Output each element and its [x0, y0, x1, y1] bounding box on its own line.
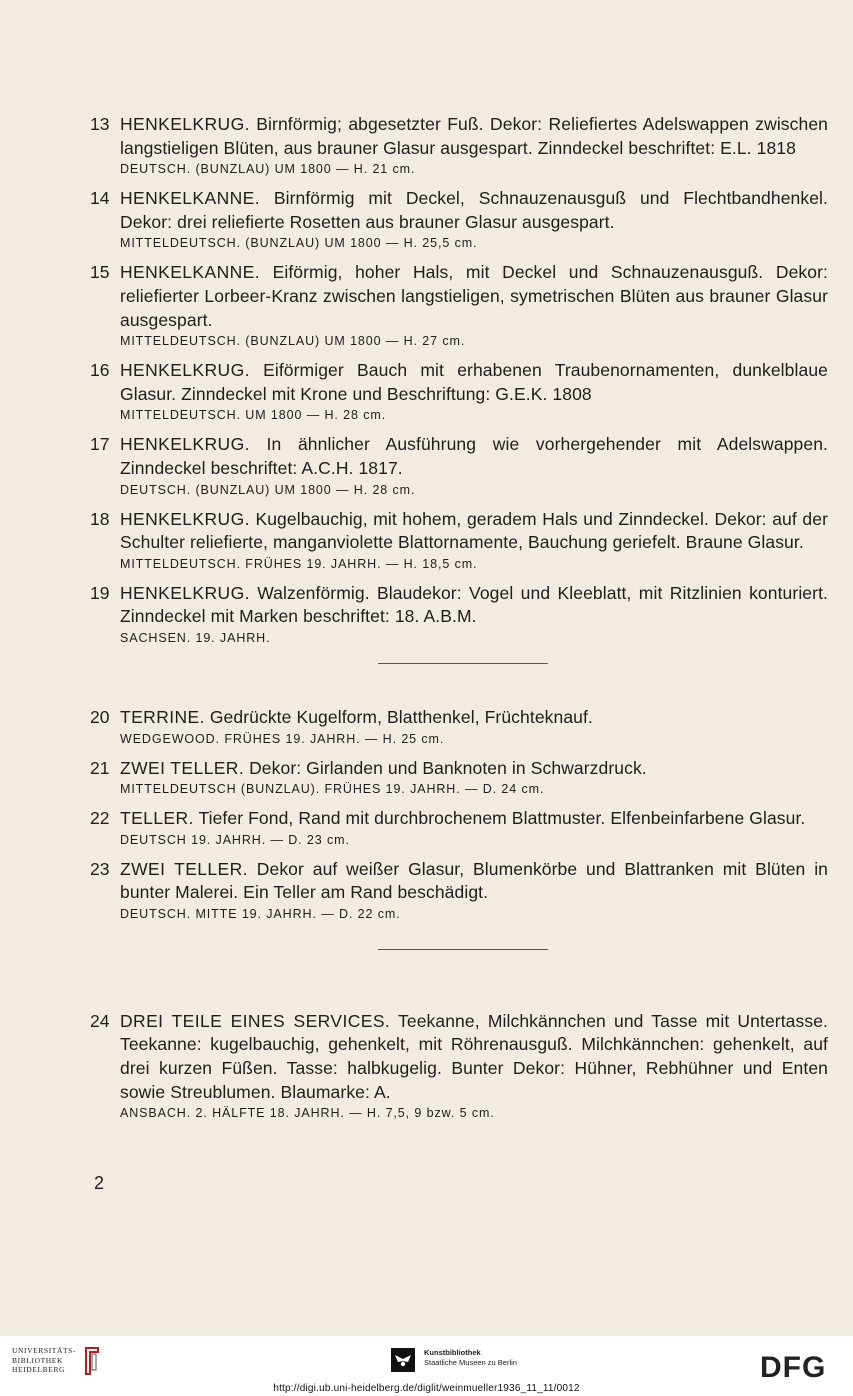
entry-text: Gedrückte Kugelform, Blatthenkel, Früchteknauf. — [209, 706, 593, 727]
entry-text: Eiförmig, hoher Hals, mit Deckel und Schnauzenausguß. Dekor: reliefierter Lorbeer-Kranz zwischen langstieligen, symetrischen Blüten aus brauner Glasur ausgespart. — [120, 262, 828, 330]
entry-text: Eiförmiger Bauch mit erhabenen Traubenornamenten, dunkelblaue Glasur. Zinndeckel mit Krone und Beschriftung: G.E.K. 1808 — [120, 360, 828, 404]
catalog-entry — [90, 261, 828, 350]
entry-title: HENKELKRUG. — [120, 434, 250, 455]
entry-text: In ähnlicher Ausführung wie vorhergehender mit Adelswappen. Zinndeckel beschriftet: A.C.H. 1817. — [120, 434, 828, 478]
entry-number: 19 — [90, 582, 110, 603]
kunstbibliothek-logo[interactable] — [424, 1348, 517, 1368]
entry-origin: ANSBACH. 2. HÄLFTE 18. JAHRH. — H. 7,5, 9 bzw. 5 cm. — [120, 1106, 495, 1121]
section-gap — [90, 664, 828, 706]
page-number: 2 — [94, 1173, 105, 1193]
section-gap — [90, 950, 828, 1010]
entry-origin: DEUTSCH. (BUNZLAU) UM 1800 — H. 28 cm. — [120, 482, 416, 497]
entry-number: 16 — [90, 360, 110, 381]
entry-description — [120, 1010, 828, 1104]
catalog-entry — [90, 757, 828, 799]
university-library-logo[interactable] — [12, 1346, 76, 1375]
entry-text: Dekor auf weißer Glasur, Blumenkörbe und Blattranken mit Blüten in bunter Malerei. Ein Teller am Rand beschädigt. — [120, 858, 829, 903]
catalog-entry — [90, 508, 828, 573]
kunstbibliothek-eagle-icon — [391, 1348, 415, 1372]
entry-origin: DEUTSCH. MITTE 19. JAHRH. — D. 22 cm. — [120, 906, 401, 921]
entry-description — [120, 359, 828, 406]
entry-description — [120, 582, 828, 629]
entry-title: HENKELKRUG. — [120, 508, 250, 529]
entry-origin: MITTELDEUTSCH. (BUNZLAU) UM 1800 — H. 25,5 cm. — [120, 236, 478, 251]
footer-bar — [0, 1336, 853, 1396]
entry-title: TERRINE. — [120, 706, 205, 727]
entry-description — [120, 187, 828, 234]
dfg-logo[interactable] — [760, 1352, 840, 1380]
source-url[interactable]: http://digi.ub.uni-heidelberg.de/diglit/weinmueller1936_11_11/0012 — [273, 1383, 580, 1394]
entry-number: 18 — [90, 508, 110, 529]
entry-description — [120, 113, 828, 160]
entry-number: 24 — [90, 1010, 110, 1031]
entry-description — [120, 757, 828, 781]
entry-title: HENKELKRUG. — [120, 114, 250, 134]
catalog-entry — [90, 706, 828, 748]
entry-title: HENKELKANNE. — [120, 188, 260, 209]
entry-origin: MITTELDEUTSCH. FRÜHES 19. JAHRH. — H. 18,5 cm. — [120, 556, 478, 571]
entry-origin: MITTELDEUTSCH (BUNZLAU). FRÜHES 19. JAHRH. — D. 24 cm. — [120, 782, 545, 797]
entry-description — [120, 858, 828, 905]
entry-number: 20 — [90, 706, 110, 727]
entry-number: 22 — [90, 808, 110, 829]
entry-text: Birnförmig mit Deckel, Schnauzenausguß und Flechtbandhenkel. Dekor: drei reliefierte Rosetten aus brauner Glasur ausgespart. — [120, 188, 828, 232]
catalog-entry — [90, 582, 828, 647]
entry-text: Birnförmig; abgesetzter Fuß. Dekor: Reliefiertes Adelswappen zwischen langstieligen Blüten, aus brauner Glasur ausgespart. Zinndeckel beschriftet: E.L. 1818 — [120, 114, 829, 158]
university-logo-line: UNIVERSITÄTS- — [12, 1346, 77, 1355]
entry-text: Walzenförmig. Blaudekor: Vogel und Kleeblatt, mit Ritzlinien konturiert. Zinndeckel mit Marken beschriftet: 18. A.B.M. — [120, 582, 828, 627]
entry-title: HENKELKRUG. — [120, 360, 250, 381]
catalog-entries — [90, 113, 828, 1131]
university-logo-line: HEIDELBERG — [12, 1365, 66, 1374]
entry-description — [120, 508, 828, 555]
entry-number: 17 — [90, 434, 110, 455]
catalog-entry — [90, 858, 828, 923]
catalog-entry — [90, 187, 828, 252]
entry-description — [120, 433, 828, 480]
entry-origin: MITTELDEUTSCH. (BUNZLAU) UM 1800 — H. 27 cm. — [120, 334, 466, 349]
entry-description — [120, 261, 828, 332]
entry-origin: SACHSEN. 19. JAHRH. — [120, 630, 271, 645]
entry-title: HENKELKRUG. — [120, 582, 250, 603]
entry-origin: WEDGEWOOD. FRÜHES 19. JAHRH. — H. 25 cm. — [120, 731, 445, 746]
entry-number: 13 — [90, 114, 110, 134]
university-logo-line: BIBLIOTHEK — [12, 1355, 63, 1365]
entry-number: 15 — [90, 262, 110, 283]
entry-origin: MITTELDEUTSCH. UM 1800 — H. 28 cm. — [120, 408, 387, 423]
catalog-entry — [90, 1010, 828, 1122]
entry-title: DREI TEILE EINES SERVICES. — [120, 1010, 391, 1031]
entry-title: ZWEI TELLER. — [120, 757, 245, 778]
catalog-entry — [90, 359, 828, 424]
entry-origin: DEUTSCH 19. JAHRH. — D. 23 cm. — [120, 832, 350, 847]
entry-text: Kugelbauchig, mit hohem, geradem Hals und Zinndeckel. Dekor: auf der Schulter reliefierte, manganviolette Blattornamente, Bauchung geriefelt. Braune Glasur. — [120, 508, 829, 553]
entry-number: 21 — [90, 757, 110, 778]
entry-origin: DEUTSCH. (BUNZLAU) UM 1800 — H. 21 cm. — [120, 162, 416, 177]
entry-text: Tiefer Fond, Rand mit durchbrochenem Blattmuster. Elfenbeinfarbene Glasur. — [198, 808, 806, 829]
catalog-entry — [90, 433, 828, 498]
entry-text: Dekor: Girlanden und Banknoten in Schwarzdruck. — [249, 757, 647, 778]
university-crest-icon — [80, 1344, 102, 1378]
entry-number: 14 — [90, 188, 110, 209]
catalog-entry — [90, 113, 828, 178]
dfg-logo-text: DFG — [760, 1352, 827, 1380]
kunstbibliothek-title: Kunstbibliothek — [424, 1348, 481, 1357]
entry-description — [120, 706, 828, 730]
kunstbibliothek-subtitle: Staatliche Museen zu Berlin — [424, 1358, 517, 1367]
entry-title: TELLER. — [120, 808, 194, 829]
catalog-entry — [90, 807, 828, 849]
entry-text: Teekanne, Milchkännchen und Tasse mit Untertasse. Teekanne: kugelbauchig, gehenkelt, mit Röhrenausguß. Milchkännchen: gehenkelt, auf drei kurzen Füßen. Tasse: halbkugelig. Bunter Dekor: Hühner, Rebhühner und Enten sowie Streublumen. Blaumarke: A. — [120, 1010, 828, 1102]
entry-title: HENKELKANNE. — [120, 262, 260, 283]
entry-number: 23 — [90, 858, 110, 879]
entry-title: ZWEI TELLER. — [120, 858, 248, 879]
entry-description — [120, 807, 828, 831]
